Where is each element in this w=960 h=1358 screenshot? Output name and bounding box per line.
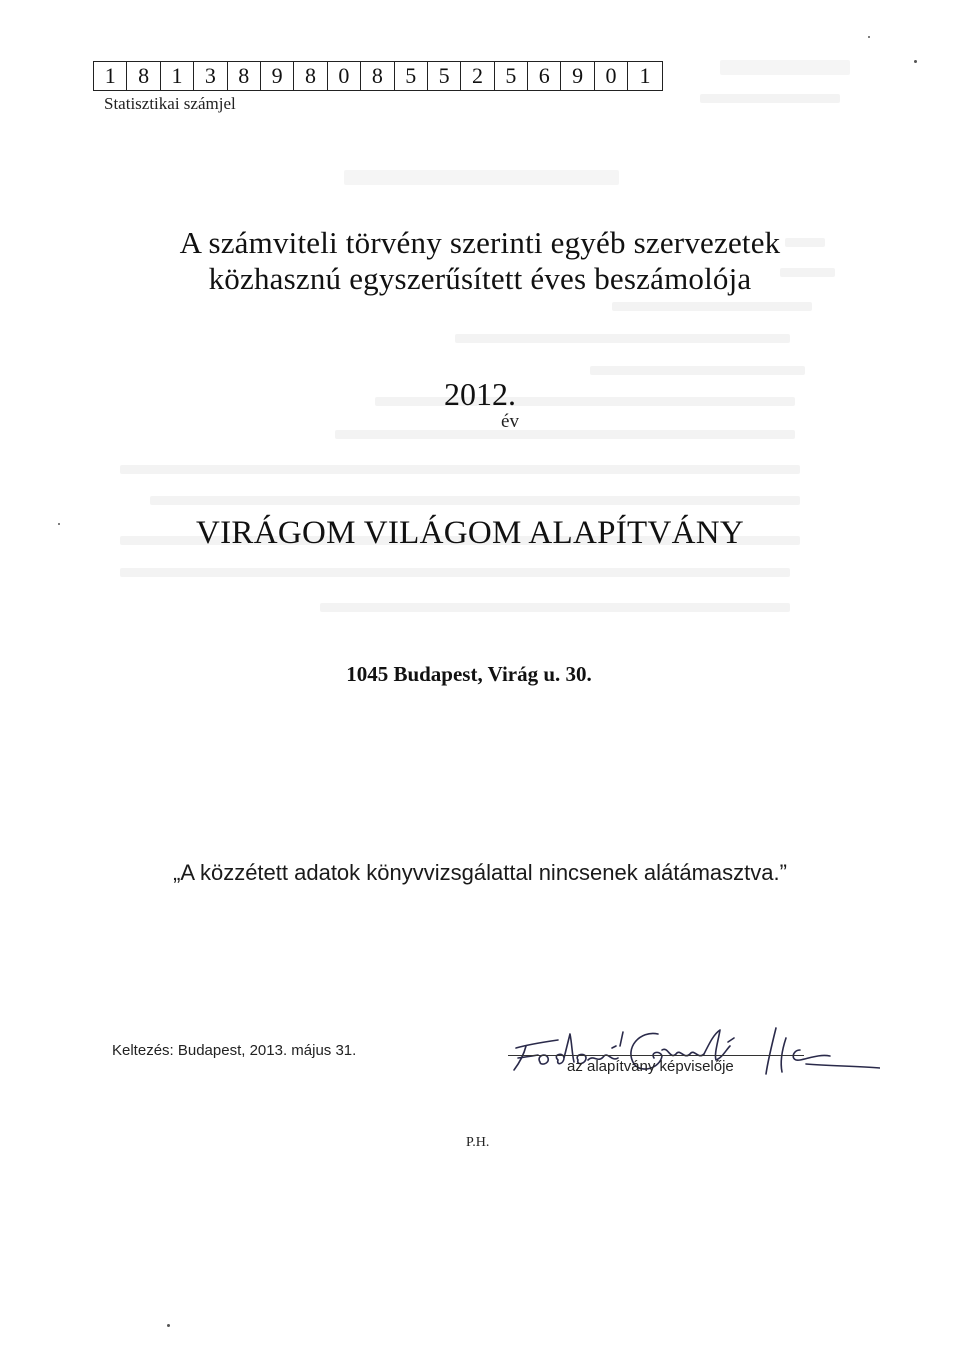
- organization-name: VIRÁGOM VILÁGOM ALAPÍTVÁNY: [195, 515, 744, 551]
- statistical-number-label: Statisztikai számjel: [104, 94, 236, 113]
- stat-digit: 8: [361, 62, 394, 90]
- stat-digit: 3: [194, 62, 227, 90]
- scan-speck: [914, 60, 917, 63]
- organization-address: 1045 Budapest, Virág u. 30.: [346, 662, 592, 686]
- stat-digit: 2: [461, 62, 494, 90]
- scan-speck: [58, 523, 60, 525]
- document-title-line-1: A számviteli törvény szerinti egyéb szervezetek: [179, 225, 781, 260]
- report-year-label: év: [501, 411, 519, 432]
- stat-digit: 9: [261, 62, 294, 90]
- document-title-line-2: közhasznú egyszerűsített éves beszámolója: [208, 261, 752, 296]
- stat-digit: 8: [294, 62, 327, 90]
- stat-digit: 0: [328, 62, 361, 90]
- stat-digit: 1: [639, 63, 651, 88]
- issue-date: Keltezés: Budapest, 2013. május 31.: [112, 1042, 357, 1059]
- stat-digit: 5: [395, 62, 428, 90]
- signature-caption: az alapítvány képviselője: [567, 1058, 734, 1075]
- audit-disclaimer: „A közzétett adatok könyvvizsgálattal nincsenek alátámasztva.”: [173, 860, 787, 885]
- stat-digit: 1: [94, 62, 127, 90]
- stat-digit: 8: [228, 62, 261, 90]
- signature-line: [508, 1055, 804, 1056]
- stat-digit: 5: [428, 62, 461, 90]
- report-year: 2012.: [444, 376, 516, 412]
- scan-speck: [868, 36, 870, 38]
- statistical-number-grid: [93, 61, 663, 91]
- stat-digit: 1: [161, 62, 194, 90]
- stat-digit: 8: [127, 62, 160, 90]
- stat-digit: 0: [595, 62, 628, 90]
- stat-digit: 9: [561, 62, 594, 90]
- stat-digit: 5: [495, 62, 528, 90]
- stat-digit: 6: [528, 62, 561, 90]
- stamp-mark: P.H.: [466, 1135, 490, 1150]
- scan-speck: [167, 1324, 170, 1327]
